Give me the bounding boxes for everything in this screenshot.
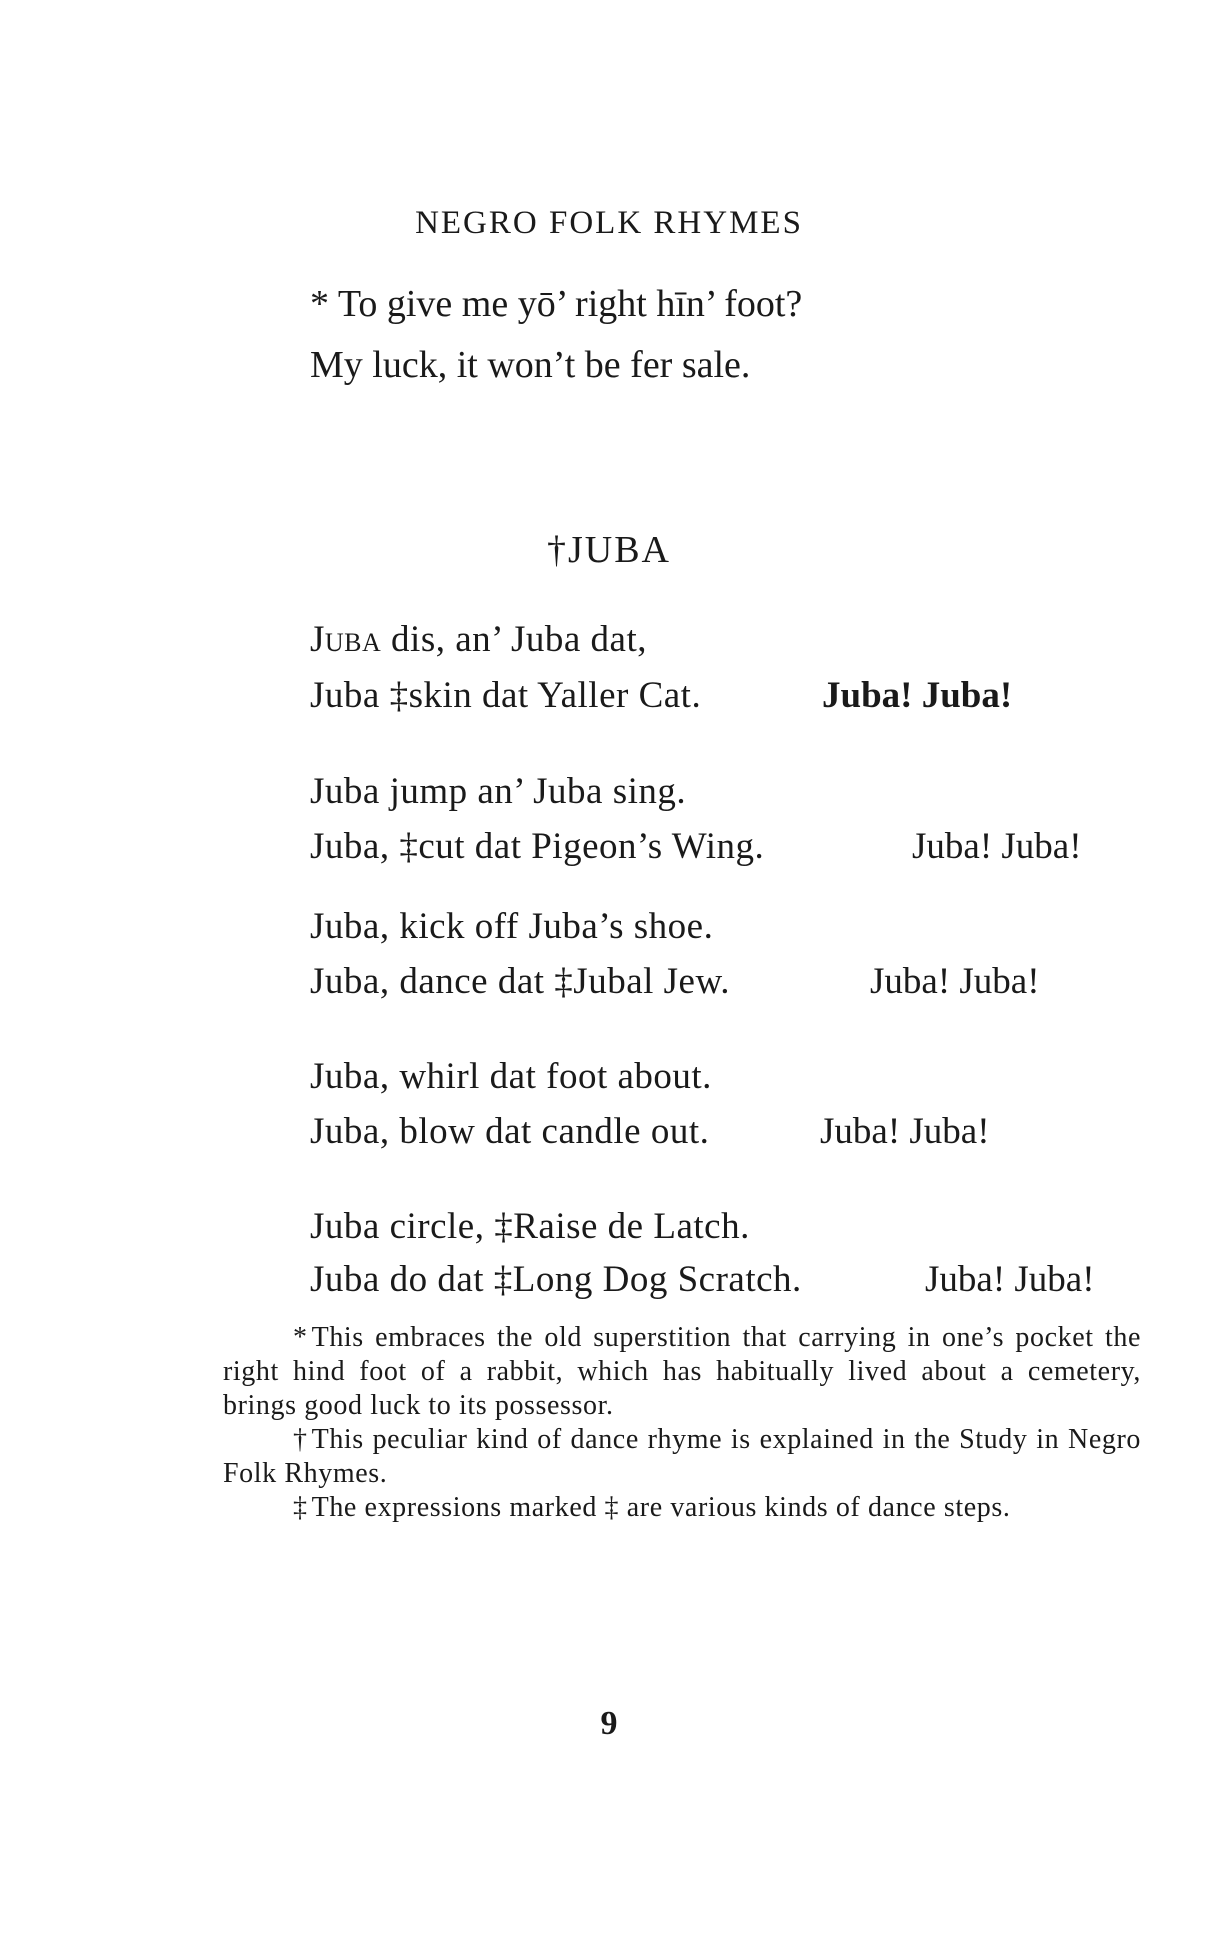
stanza-5-line-2: Juba do dat ‡Long Dog Scratch. xyxy=(310,1259,802,1300)
stanza-2-line-2: Juba, ‡cut dat Pigeon’s Wing. xyxy=(310,826,765,867)
stanza-3-line-2: Juba, dance dat ‡Jubal Jew. xyxy=(310,961,731,1002)
stanza-4-line-1: Juba, whirl dat foot about. xyxy=(310,1056,712,1097)
poem-title: †JUBA xyxy=(546,529,672,571)
footnote-asterisk xyxy=(223,1321,1141,1423)
running-head: NEGRO FOLK RHYMES xyxy=(415,205,803,241)
stanza-4-refrain: Juba! Juba! xyxy=(820,1111,990,1152)
intro-line-2: My luck, it won’t be fer sale. xyxy=(310,344,751,386)
page-number: 9 xyxy=(600,1705,618,1742)
footnotes xyxy=(223,1321,1141,1525)
footnote-asterisk-text: This embraces the old superstition that carrying in one’s pocket the right hind foot of a rabbit, which has habitually lived about a cemetery, brings good luck to its possessor. xyxy=(223,1322,1141,1421)
stanza-5-refrain: Juba! Juba! xyxy=(925,1259,1095,1300)
stanza-1-line-1 xyxy=(310,618,647,661)
footnote-double-dagger xyxy=(223,1491,1141,1525)
stanza-3-refrain: Juba! Juba! xyxy=(870,961,1040,1002)
footnote-double-dagger-mark: ‡ xyxy=(293,1492,308,1523)
stanza-4-line-2: Juba, blow dat candle out. xyxy=(310,1111,710,1152)
stanza-5-line-1: Juba circle, ‡Raise de Latch. xyxy=(310,1206,750,1247)
intro-line-1: * To give me yō’ right hīn’ foot? xyxy=(310,283,803,325)
footnote-double-dagger-text: The expressions marked ‡ are various kinds of dance steps. xyxy=(311,1492,1011,1523)
footnote-dagger-text: This peculiar kind of dance rhyme is explained in the Study in Negro Folk Rhymes. xyxy=(223,1424,1141,1489)
footnote-dagger xyxy=(223,1423,1141,1491)
stanza-2-refrain: Juba! Juba! xyxy=(912,826,1082,867)
stanza-1-line-1-rest: dis, an’ Juba dat, xyxy=(381,619,647,660)
stanza-1-refrain: Juba! Juba! xyxy=(822,675,1013,716)
stanza-3-line-1: Juba, kick off Juba’s shoe. xyxy=(310,906,714,947)
stanza-2-line-1: Juba jump an’ Juba sing. xyxy=(310,771,687,812)
stanza-1-line-2: Juba ‡skin dat Yaller Cat. xyxy=(310,675,702,716)
stanza-1-first-word: Juba xyxy=(310,619,382,660)
footnote-asterisk-mark: * xyxy=(293,1322,308,1353)
footnote-dagger-mark: † xyxy=(293,1424,308,1455)
